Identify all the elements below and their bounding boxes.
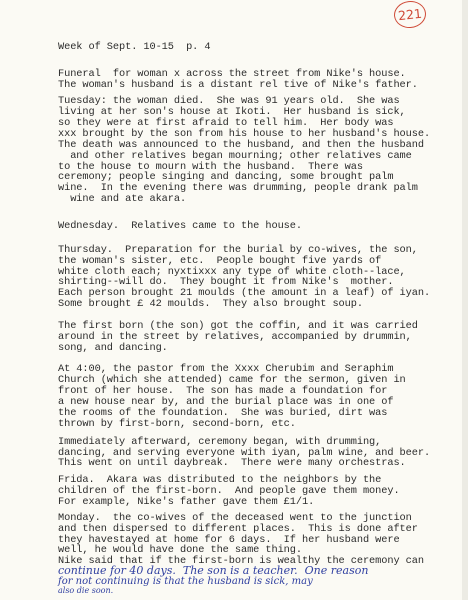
text-line: well, he would have done the same thing. [58, 544, 302, 557]
handwritten-note-line: continue for 40 days. The son is a teacher. One reason [58, 564, 369, 578]
text-line: dancing, and serving everyone with iyan, palm wine, and beer. [58, 446, 431, 459]
text-line: Each person brought 21 moulds (the amount in a leaf) of iyan. [58, 287, 431, 300]
handwritten-note-line: for not continuing is that the husband is sick, may [58, 576, 313, 587]
text-line: to the house to mourn with the husband. There was [58, 160, 363, 173]
text-line: The first born (the son) got the coffin, and it was carried [58, 319, 418, 332]
text-line: living at her son's house at Ikoti. Her husband is sick, [58, 106, 406, 119]
text-line: so they were at first afraid to tell him. Her body was [58, 117, 394, 129]
text-line: wine and ate akara. [58, 193, 187, 206]
text-line: and other relatives began mourning; other relatives came [58, 149, 412, 162]
page-header: Week of Sept. 10-15 p. 4 [58, 41, 211, 53]
text-line: This went on until daybreak. There were many orchestras. [58, 457, 406, 470]
text-line: song, and dancing. [58, 341, 168, 354]
text-line: the woman's sister, etc. People bought five yards of [58, 254, 382, 267]
text-line: the rooms of the foundation. She was buried, dirt was [58, 406, 388, 419]
text-line: Tuesday: the woman died. She was 91 years old. She was [58, 95, 400, 108]
text-line: Nike said that if the first-born is wealthy the ceremony can [58, 555, 424, 568]
text-line: Church (which she attended) came for the sermon, given in [58, 374, 406, 387]
text-line: Thursday. Preparation for the burial by co-wives, the son, [58, 243, 418, 256]
text-line: The death was announced to the husband, and then the husband [58, 138, 424, 151]
text-line: At 4:00, the pastor from the Xxxx Cherubim and Seraphim [58, 363, 394, 376]
text-line: Funeral for woman x across the street from Nike's house. [58, 68, 406, 81]
text-line: front of her house. The son has made a foundation for [58, 385, 388, 397]
text-line: wine. In the evening there was drumming, people drank palm [58, 182, 418, 195]
text-line: a new house near by, and the burial place was in one of [58, 395, 394, 408]
text-line: For example, Nike's father gave them £1/1. [58, 495, 315, 508]
text-line: shirting--will do. They bought it from Nike's mother. [58, 276, 394, 289]
text-line: ceremony; people singing and dancing, some brought palm [58, 171, 394, 184]
text-line: thrown by first-born, second-born, etc. [58, 417, 296, 430]
text-line: children of the first-born. And people gave them money. [58, 484, 400, 497]
text-line: xxx brought by the son from his house to her husband's house. [58, 127, 431, 140]
text-line: they havestayed at home for 6 days. If her husband were [58, 533, 400, 546]
text-line: white cloth each; nyxtixxx any type of white cloth--lace, [58, 265, 406, 278]
text-line: around in the street by relatives, accompanied by drummin, [58, 330, 412, 343]
text-line: Immediately afterward, ceremony began, with drumming, [58, 435, 382, 448]
text-line: Frida. Akara was distributed to the neighbors by the [58, 473, 382, 486]
text-line: Some brought £ 42 moulds. They also brought soup. [58, 298, 363, 311]
text-line: and then dispersed to different places. This is done after [58, 522, 418, 535]
text-line: Wednesday. Relatives came to the house. [58, 220, 302, 233]
page-edge [462, 0, 468, 600]
text-line: Monday. the co-wives of the deceased went to the junction [58, 511, 412, 524]
page-number-stamp: 221 [393, 0, 428, 30]
handwritten-note-line: also die soon. [58, 586, 114, 595]
text-line: The woman's husband is a distant rel tive of Nike's father. [58, 79, 418, 91]
